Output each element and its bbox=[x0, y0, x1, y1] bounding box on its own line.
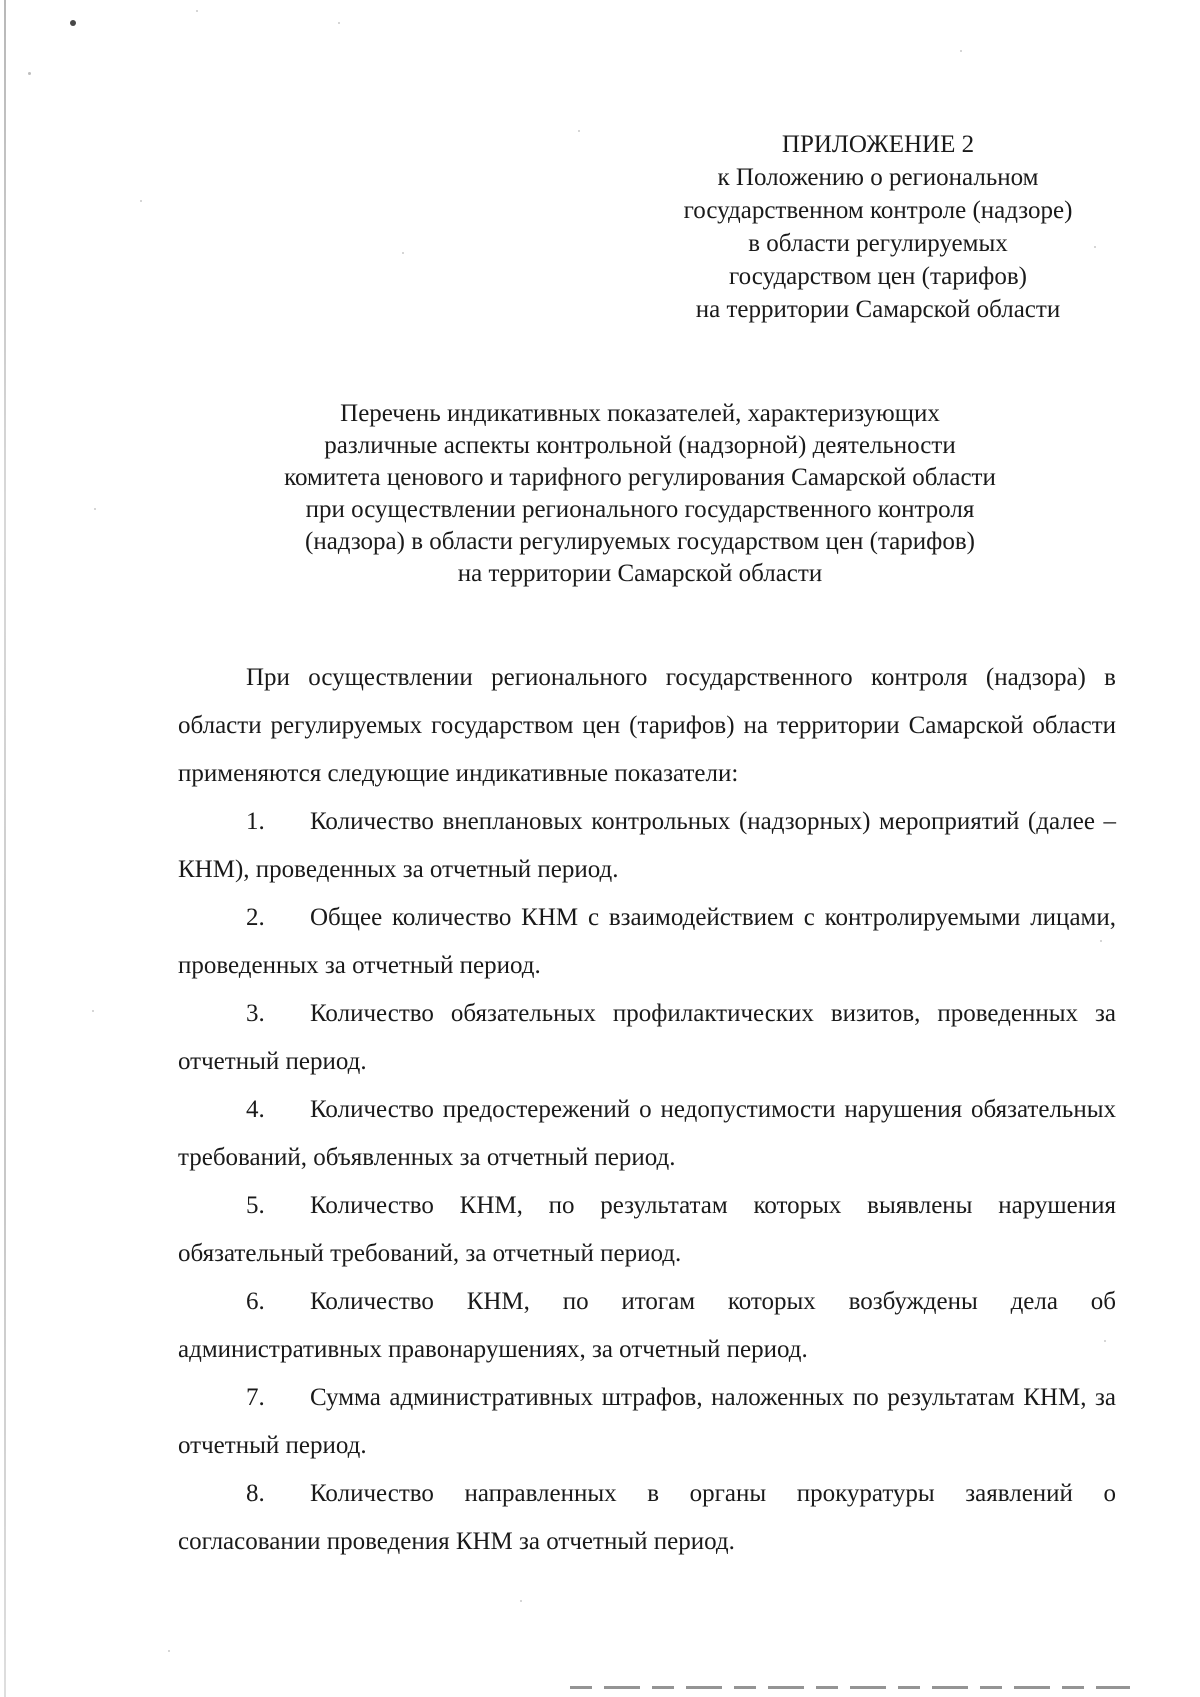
scan-speck bbox=[520, 1600, 522, 1602]
indicator-text: Количество КНМ, по итогам которых возбуждены дела об административных правонарушениях, за отчетный период. bbox=[178, 1288, 1116, 1363]
appendix-line: государственном контроле (надзоре) bbox=[683, 197, 1073, 224]
document-title bbox=[190, 398, 1090, 590]
indicator-number: 4. bbox=[246, 1096, 265, 1123]
indicator-number: 5. bbox=[246, 1192, 265, 1219]
appendix-line: на территории Самарской области bbox=[695, 296, 1061, 323]
document-body bbox=[178, 654, 1116, 1566]
scan-speck bbox=[70, 20, 76, 26]
indicator-text: Количество предостережений о недопустимости нарушения обязательных требований, объявленных за отчетный период. bbox=[178, 1096, 1116, 1171]
appendix-line: к Положению о региональном bbox=[717, 164, 1039, 191]
scan-speck bbox=[402, 252, 404, 254]
footer-dashed-line bbox=[570, 1686, 1130, 1689]
scan-speck bbox=[578, 130, 580, 132]
scan-speck bbox=[92, 1010, 94, 1012]
indicator-text: Количество КНМ, по результатам которых выявлены нарушения обязательный требований, за отчетный период. bbox=[178, 1192, 1116, 1267]
indicator-number: 2. bbox=[246, 904, 265, 931]
indicator-text: Общее количество КНМ с взаимодействием с контролируемыми лицами, проведенных за отчетный период. bbox=[178, 904, 1116, 979]
indicator-item bbox=[178, 1470, 1116, 1566]
intro-paragraph: При осуществлении регионального государственного контроля (надзора) в области регулируемых государством цен (тарифов) на территории Самарской области применяются следующие индикативные показатели: bbox=[178, 664, 1116, 787]
appendix-line: в области регулируемых bbox=[748, 230, 1008, 257]
indicator-text: Количество обязательных профилактических визитов, проведенных за отчетный период. bbox=[178, 1000, 1116, 1075]
document-title-line: (надзора) в области регулируемых государством цен (тарифов) bbox=[305, 528, 975, 555]
scan-speck bbox=[94, 508, 96, 510]
appendix-title: ПРИЛОЖЕНИЕ 2 bbox=[781, 131, 975, 158]
indicator-text: Количество внеплановых контрольных (надзорных) мероприятий (далее – КНМ), проведенных за отчетный период. bbox=[178, 808, 1116, 883]
document-title-line: различные аспекты контрольной (надзорной) деятельности bbox=[324, 432, 956, 459]
indicator-item bbox=[178, 1374, 1116, 1470]
indicator-number: 6. bbox=[246, 1288, 265, 1315]
indicator-number: 8. bbox=[246, 1480, 265, 1507]
indicator-text: Сумма административных штрафов, наложенных по результатам КНМ, за отчетный период. bbox=[178, 1384, 1116, 1459]
document-title-line: на территории Самарской области bbox=[457, 560, 823, 587]
scan-speck bbox=[338, 22, 340, 24]
document-title-line: комитета ценового и тарифного регулирования Самарской области bbox=[284, 464, 996, 491]
scan-speck bbox=[196, 10, 198, 12]
indicator-text: Количество направленных в органы прокуратуры заявлений о согласовании проведения КНМ за отчетный период. bbox=[178, 1480, 1116, 1555]
indicator-number: 7. bbox=[246, 1384, 265, 1411]
appendix-line: государством цен (тарифов) bbox=[729, 263, 1027, 290]
indicator-item bbox=[178, 1182, 1116, 1278]
scan-speck bbox=[28, 72, 31, 75]
indicator-item bbox=[178, 1278, 1116, 1374]
indicator-item bbox=[178, 798, 1116, 894]
appendix-block bbox=[648, 128, 1108, 326]
indicator-item bbox=[178, 1086, 1116, 1182]
indicator-number: 1. bbox=[246, 808, 265, 835]
document-title-line: Перечень индикативных показателей, характеризующих bbox=[340, 400, 940, 427]
indicator-number: 3. bbox=[246, 1000, 265, 1027]
scan-speck bbox=[140, 200, 142, 202]
scan-speck bbox=[168, 1650, 170, 1652]
indicator-item bbox=[178, 990, 1116, 1086]
scan-left-edge bbox=[4, 0, 6, 1697]
scan-speck bbox=[960, 50, 962, 52]
indicator-item bbox=[178, 894, 1116, 990]
document-title-line: при осуществлении регионального государственного контроля bbox=[305, 496, 975, 523]
